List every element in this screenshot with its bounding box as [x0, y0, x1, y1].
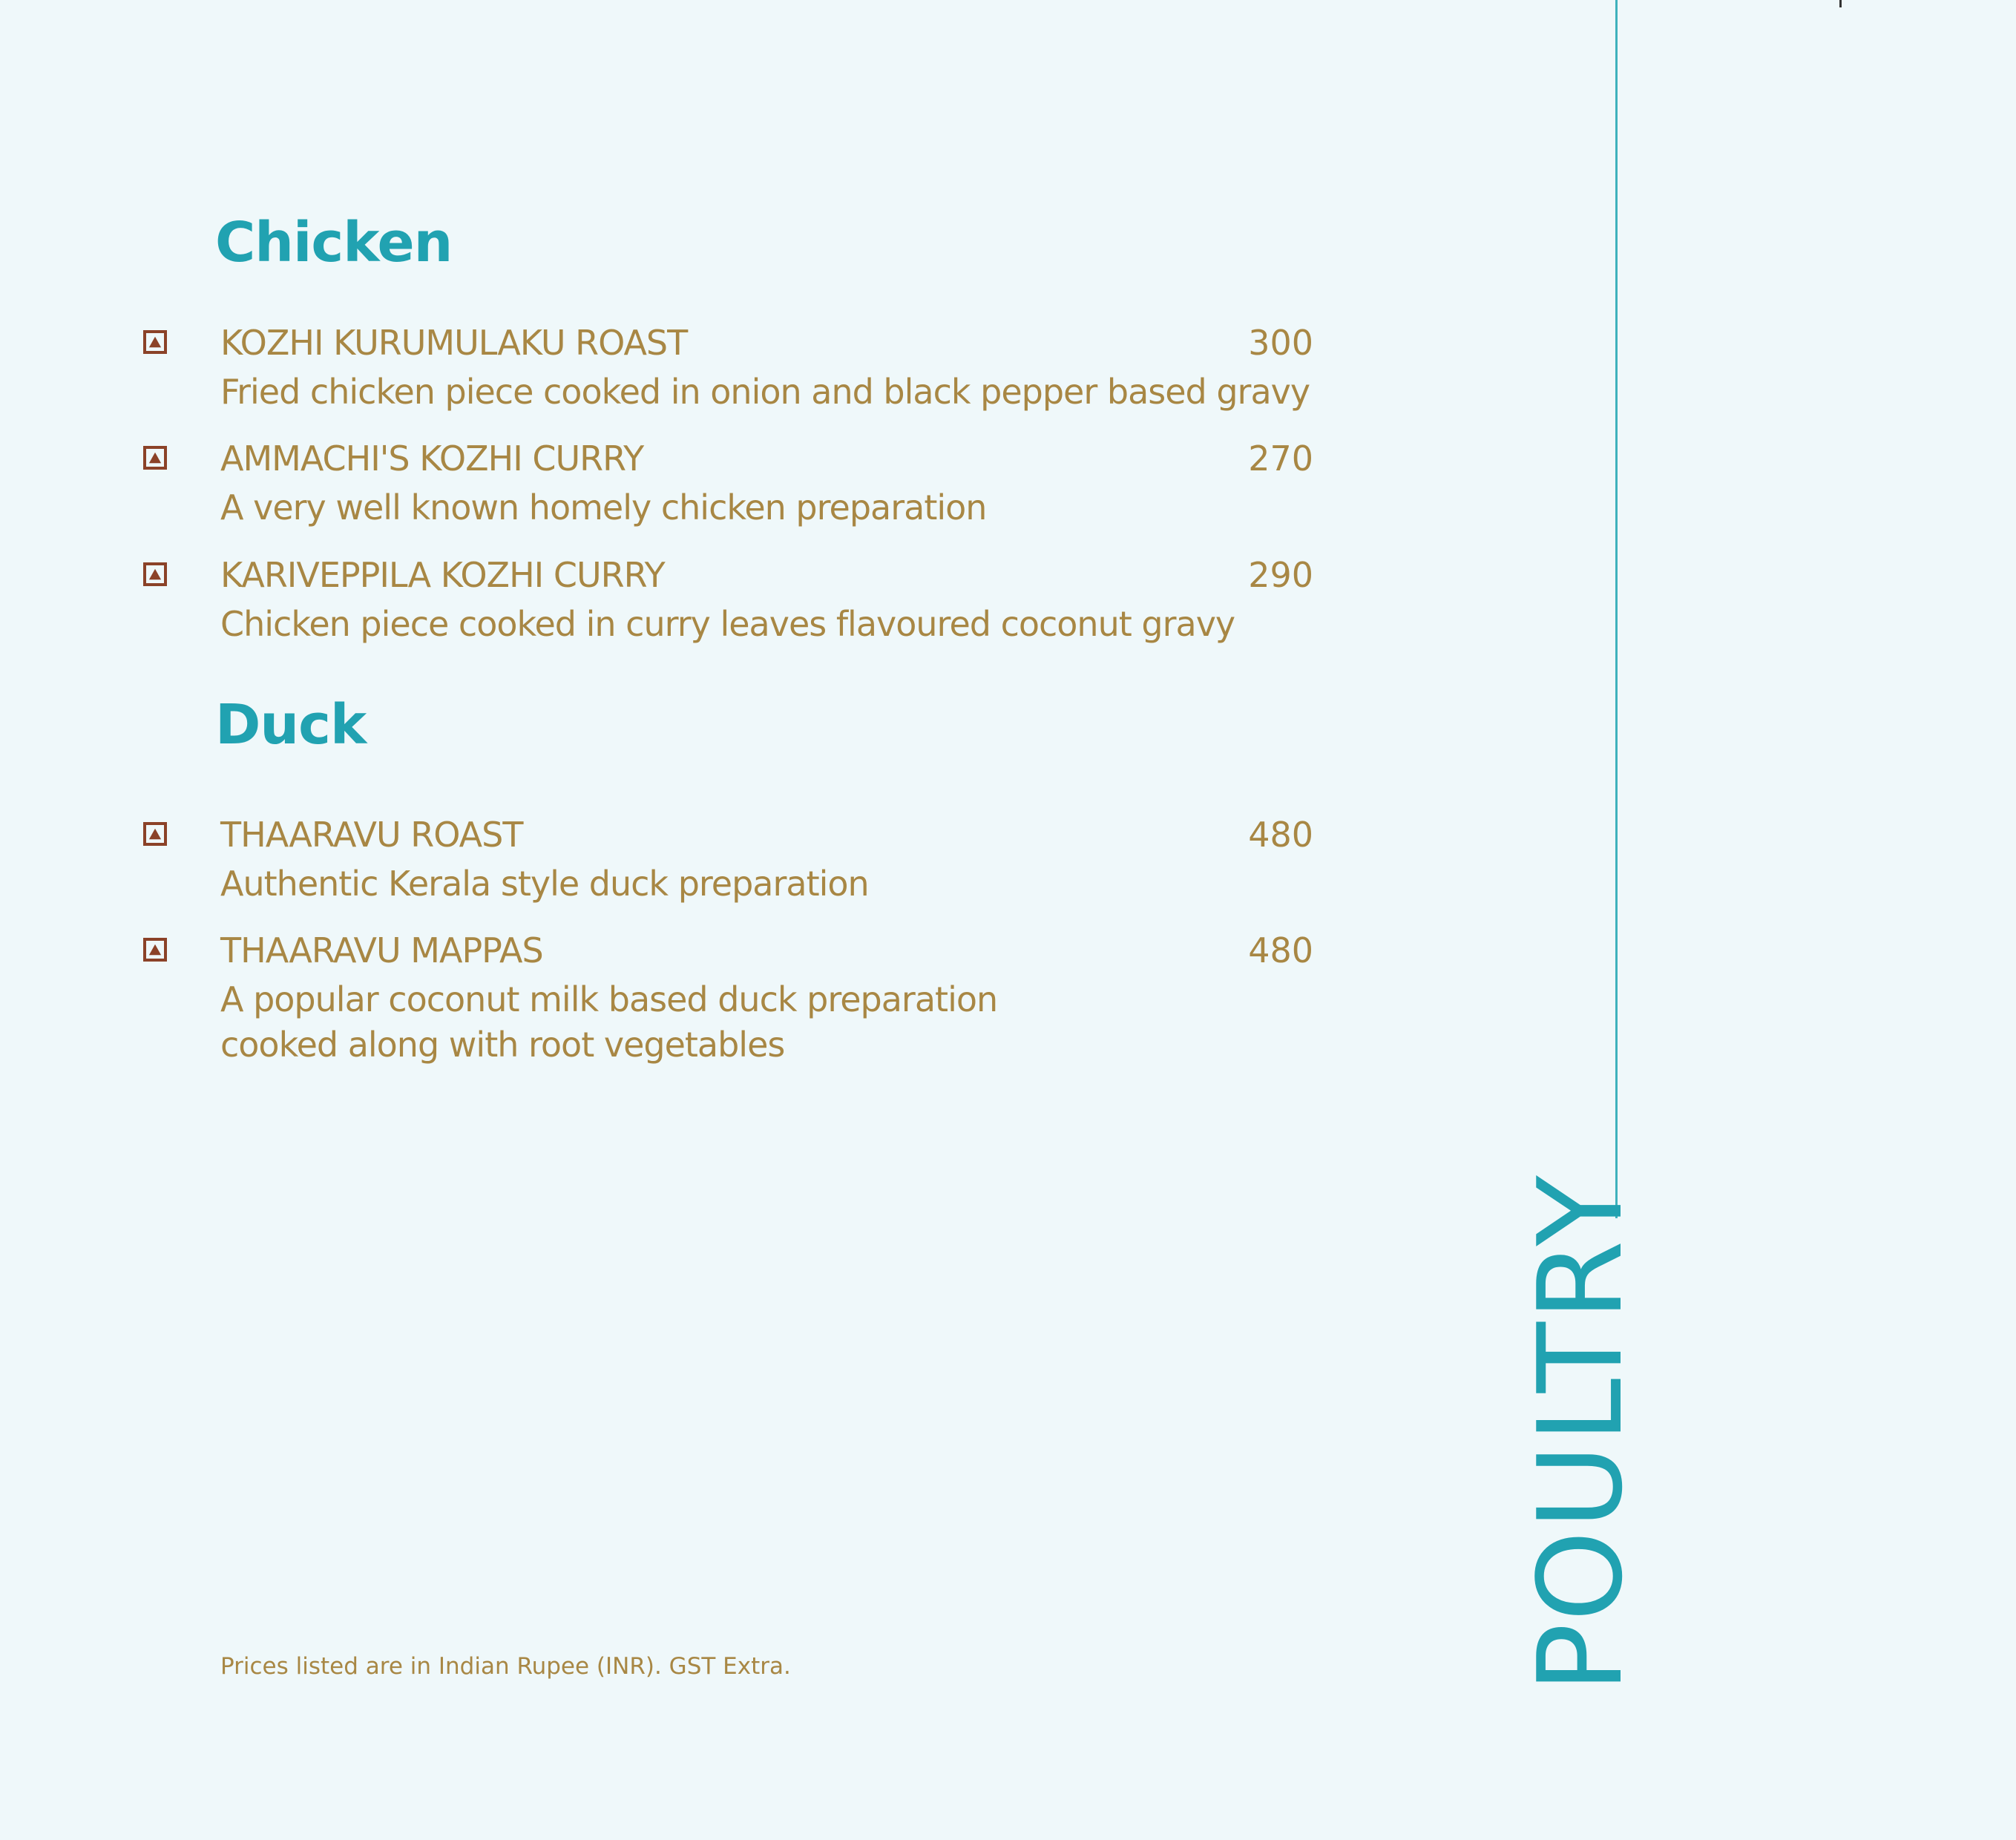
menu-item	[141, 930, 1313, 1081]
item-description-line-2: cooked along with root vegetables	[220, 1025, 785, 1065]
vertical-divider	[1615, 0, 1618, 1218]
item-name: THAARAVU ROAST	[220, 815, 523, 855]
section-title-duck: Duck	[215, 693, 367, 757]
item-description: Chicken piece cooked in curry leaves flavoured coconut gravy	[220, 604, 1235, 644]
non-veg-icon	[143, 330, 167, 354]
item-description: A popular coconut milk based duck preparation	[220, 979, 998, 1019]
category-title: POULTRY	[1513, 1174, 1648, 1693]
menu-item	[141, 325, 1313, 436]
non-veg-icon	[143, 562, 167, 586]
section-title-chicken: Chicken	[215, 211, 453, 275]
item-name: KOZHI KURUMULAKU ROAST	[220, 323, 688, 363]
menu-item	[141, 557, 1313, 668]
item-description: A very well known homely chicken preparation	[220, 487, 987, 528]
item-price: 270	[1248, 438, 1313, 479]
item-name: AMMACHI'S KOZHI CURRY	[220, 438, 644, 479]
item-description: Fried chicken piece cooked in onion and black pepper based gravy	[220, 372, 1310, 412]
item-price: 290	[1248, 555, 1313, 595]
item-name: KARIVEPPILA KOZHI CURRY	[220, 555, 665, 595]
item-name: THAARAVU MAPPAS	[220, 930, 543, 970]
non-veg-icon	[143, 938, 167, 962]
item-price: 480	[1248, 930, 1313, 970]
price-footnote: Prices listed are in Indian Rupee (INR). GST Extra.	[220, 1653, 791, 1680]
menu-item	[141, 817, 1313, 928]
item-price: 300	[1248, 323, 1313, 363]
non-veg-icon	[143, 446, 167, 470]
non-veg-icon	[143, 822, 167, 846]
item-price: 480	[1248, 815, 1313, 855]
top-edge-mark	[1839, 0, 1842, 7]
menu-item	[141, 438, 1313, 552]
item-description: Authentic Kerala style duck preparation	[220, 864, 869, 904]
